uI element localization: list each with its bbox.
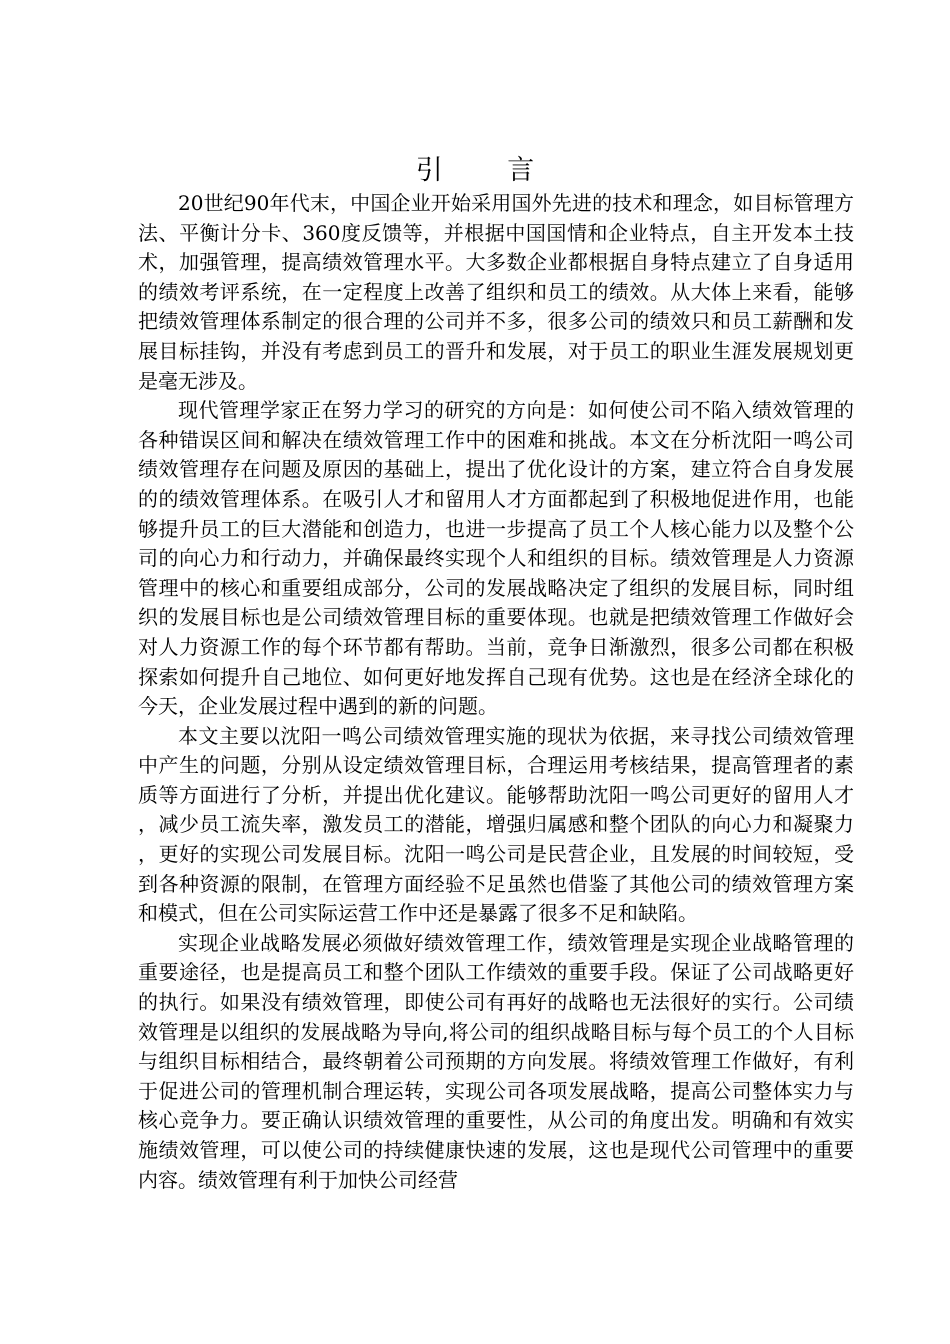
- paragraph-2: 现代管理学家正在努力学习的研究的方向是：如何使公司不陷入绩效管理的各种错误区间和解决在绩效管理工作中的困难和挑战。本文在分析沈阳一鸣公司绩效管理存在问题及原因的基础上，提出了优化设计的方案，建立符合自身发展的的绩效管理体系。在吸引人才和留用人才方面都起到了积极地促进作用，也能够提升员工的巨大潜能和创造力，也进一步提高了员工个人核心能力以及整个公司的向心力和行动力，并确保最终实现个人和组织的目标。绩效管理是人力资源管理中的核心和重要组成部分，公司的发展战略决定了组织的发展目标，同时组织的发展目标也是公司绩效管理目标的重要体现。也就是把绩效管理工作做好会对人力资源工作的每个环节都有帮助。当前，竞争日渐激烈，很多公司都在积极探索如何提升自己地位、如何更好地发挥自己现有优势。这也是在经济全球化的今天，企业发展过程中遇到的新的问题。: [138, 398, 854, 719]
- paragraph-1: 20世纪90年代末，中国企业开始采用国外先进的技术和理念，如目标管理方法、平衡计分卡、360度反馈等，并根据中国国情和企业特点，自主开发本土技术，加强管理，提高绩效管理水平。大多数企业都根据自身特点建立了自身适用的绩效考评系统，在一定程度上改善了组织和员工的绩效。从大体上来看，能够把绩效管理体系制定的很合理的公司并不多，很多公司的绩效只和员工薪酬和发展目标挂钩，并没有考虑到员工的晋升和发展，对于员工的职业生涯发展规划更是毫无涉及。: [138, 191, 854, 393]
- paragraph-3: 本文主要以沈阳一鸣公司绩效管理实施的现状为依据，来寻找公司绩效管理中产生的问题，分别从设定绩效管理目标，合理运用考核结果，提高管理者的素质等方面进行了分析，并提出优化建议。能够帮助沈阳一鸣公司更好的留用人才，减少员工流失率，激发员工的潜能，增强归属感和整个团队的向心力和凝聚力，更好的实现公司发展目标。沈阳一鸣公司是民营企业，且发展的时间较短，受到各种资源的限制，在管理方面经验不足虽然也借鉴了其他公司的绩效管理方案和模式，但在公司实际运营工作中还是暴露了很多不足和缺陷。: [138, 723, 854, 926]
- document-body: [138, 189, 854, 1195]
- page-title: 引 言: [415, 155, 563, 186]
- paragraph-4: 实现企业战略发展必须做好绩效管理工作，绩效管理是实现企业战略管理的重要途径，也是提高员工和整个团队工作绩效的重要手段。保证了公司战略更好的执行。如果没有绩效管理，即使公司有再好的战略也无法很好的实行。公司绩效管理是以组织的发展战略为导向,将公司的组织战略目标与每个员工的个人目标与组织目标相结合，最终朝着公司预期的方向发展。将绩效管理工作做好，有利于促进公司的管理机制合理运转，实现公司各项发展战略，提高公司整体实力与核心竞争力。要正确认识绩效管理的重要性，从公司的角度出发。明确和有效实施绩效管理，可以使公司的持续健康快速的发展，这也是现代公司管理中的重要内容。绩效管理有利于加快公司经营: [138, 930, 854, 1192]
